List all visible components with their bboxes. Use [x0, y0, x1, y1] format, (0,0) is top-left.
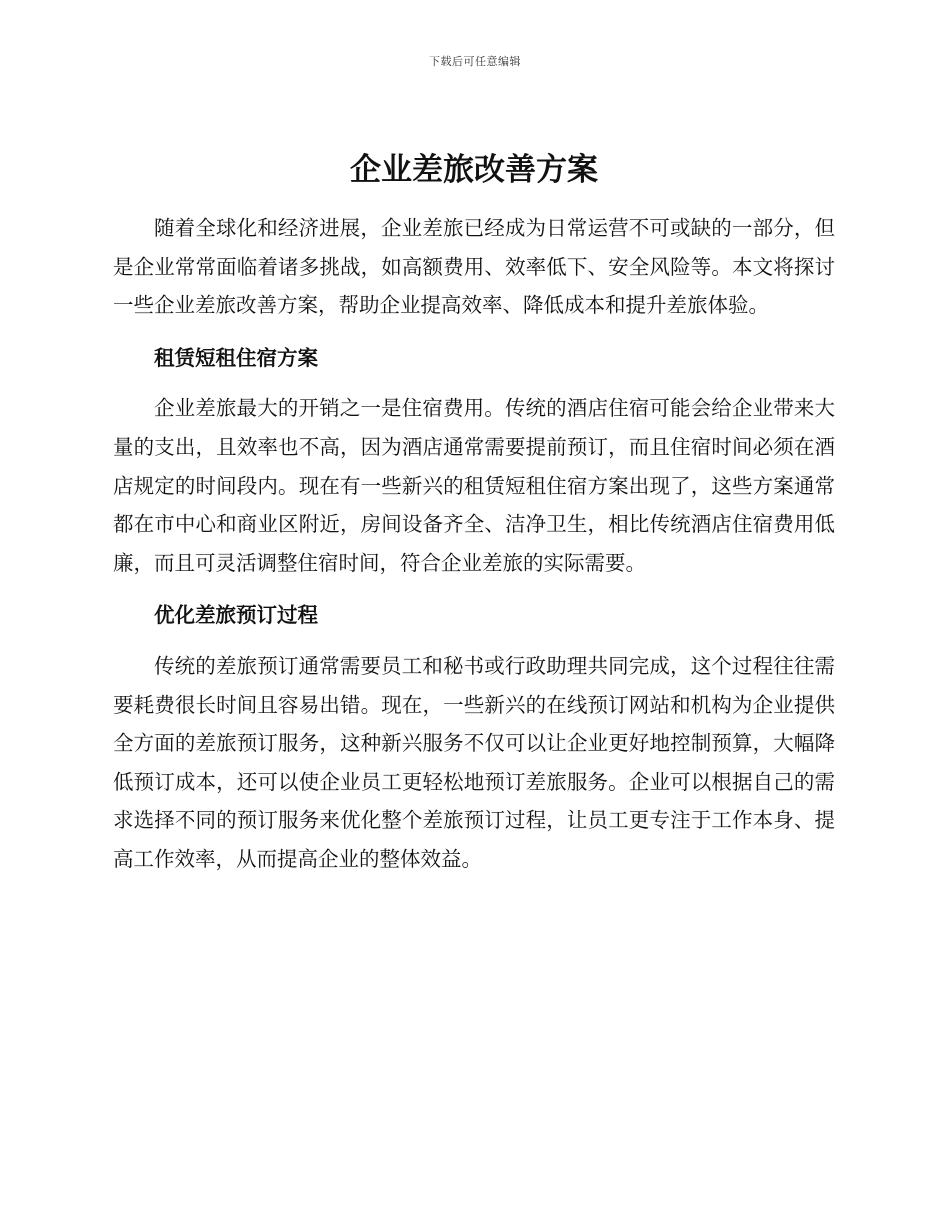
document-body [113, 145, 835, 879]
intro-paragraph: 随着全球化和经济进展，企业差旅已经成为日常运营不可或缺的一部分，但是企业常常面临着诸多挑战，如高额费用、效率低下、安全风险等。本文将探讨一些企业差旅改善方案，帮助企业提高效率、降低成本和提升差旅体验。 [113, 216, 835, 318]
section-body-short-term-rental: 企业差旅最大的开销之一是住宿费用。传统的酒店住宿可能会给企业带来大量的支出，且效率也不高，因为酒店通常需要提前预订，而且住宿时间必须在酒店规定的时间段内。现在有一些新兴的租赁短租住宿方案出现了，这些方案通常都在市中心和商业区附近，房间设备齐全、洁净卫生，相比传统酒店住宿费用低廉，而且可灵活调整住宿时间，符合企业差旅的实际需要。 [113, 396, 835, 575]
section-heading-booking-process: 优化差旅预订过程 [154, 603, 318, 628]
document-title: 企业差旅改善方案 [350, 152, 598, 188]
section-body-booking-process: 传统的差旅预订通常需要员工和秘书或行政助理共同完成，这个过程往往需要耗费很长时间且容易出错。现在，一些新兴的在线预订网站和机构为企业提供全方面的差旅预订服务，这种新兴服务不仅可以让企业更好地控制预算，大幅降低预订成本，还可以使企业员工更轻松地预订差旅服务。企业可以根据自己的需求选择不同的预订服务来优化整个差旅预订过程，让员工更专注于工作本身、提高工作效率，从而提高企业的整体效益。 [113, 653, 835, 871]
section-heading-short-term-rental: 租赁短租住宿方案 [154, 345, 318, 370]
page-header-note: 下载后可任意编辑 [429, 55, 521, 68]
